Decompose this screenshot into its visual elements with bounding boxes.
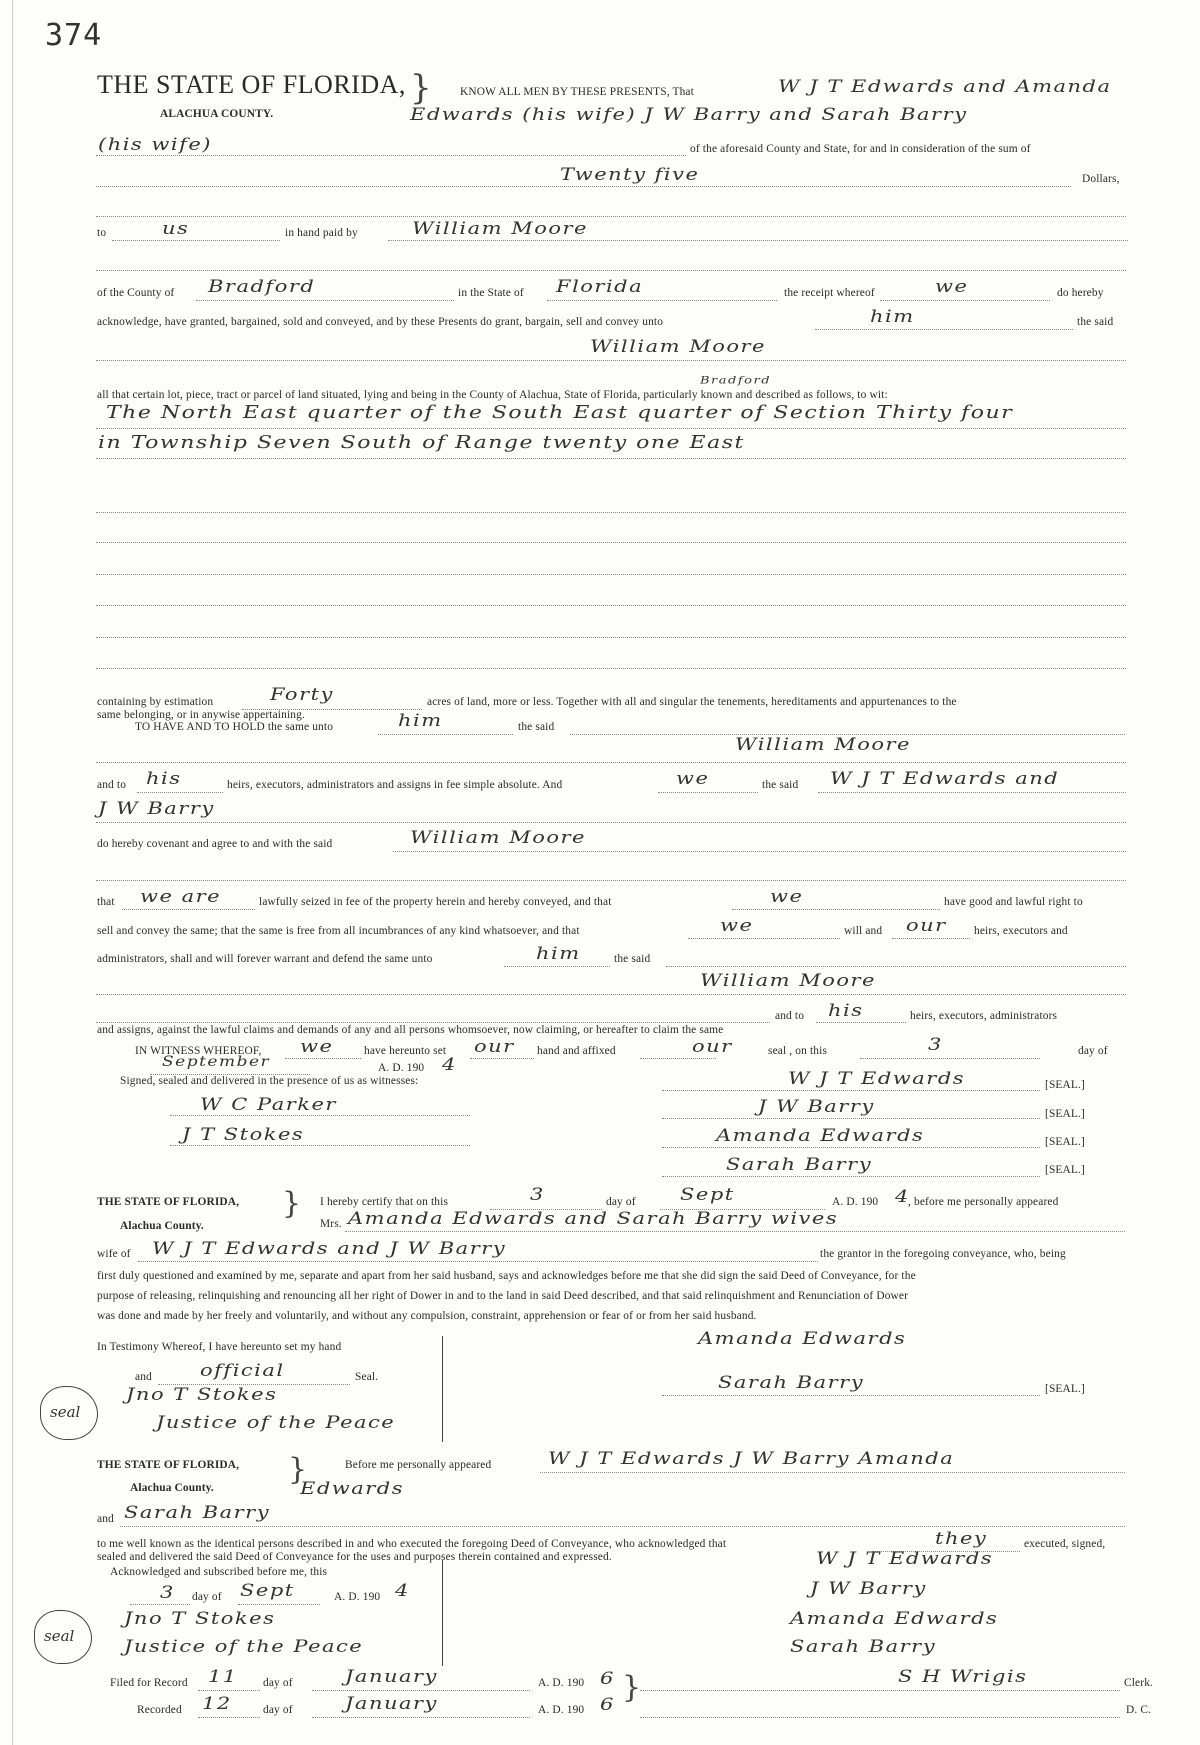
recorded-month: January: [345, 1693, 438, 1713]
acres-value: Forty: [270, 684, 334, 704]
and-to-2-value: his: [828, 1000, 864, 1020]
the-said-4: the said: [614, 953, 651, 965]
admin-value: him: [536, 943, 581, 963]
know-all-men: KNOW ALL MEN BY THESE PRESENTS, That: [460, 86, 694, 98]
description-line-1: The North East quarter of the South East quarter of Section Thirty four: [106, 402, 1014, 423]
ack-justice-title: Justice of the Peace: [124, 1636, 364, 1656]
dower-brace: }: [282, 1186, 302, 1221]
seal-label-1: [SEAL.]: [1045, 1079, 1085, 1091]
known-text: to me well known as the identical persons described in and who executed the foregoing Deed of Conveyance, who acknowledged that: [97, 1538, 727, 1550]
dower-seal-stamp: seal: [40, 1386, 98, 1440]
ack-signature-3: Amanda Edwards: [790, 1608, 999, 1628]
grantors-line-2: Edwards (his wife) J W Barry and Sarah Barry: [410, 104, 968, 124]
paid-by-value: William Moore: [412, 218, 588, 238]
ack-day-of: day of: [192, 1591, 222, 1603]
dower-county: Alachua County.: [120, 1220, 204, 1232]
recorded-year-digit: 6: [600, 1694, 615, 1714]
covenantors-line-2: J W Barry: [98, 798, 215, 818]
official-value: official: [200, 1360, 285, 1380]
dower-signature-2: Sarah Barry: [718, 1372, 865, 1392]
before-me: Before me personally appeared: [345, 1459, 492, 1471]
ack-names-line-3: Sarah Barry: [124, 1502, 271, 1522]
to-have-text: TO HAVE AND TO HOLD the same unto: [135, 721, 334, 733]
witness-2: J T Stokes: [182, 1124, 305, 1144]
sum-amount: Twenty five: [560, 164, 700, 184]
month-value: September: [162, 1053, 271, 1070]
that-label: that: [97, 896, 115, 908]
state-heading: THE STATE OF FLORIDA,: [97, 70, 406, 99]
sell-text: sell and convey the same; that the same is free from all incumbrances of any kind whatsoever, and that: [97, 925, 580, 937]
witness-value: we: [300, 1036, 334, 1056]
ack-state: THE STATE OF FLORIDA,: [97, 1459, 240, 1471]
page-number: 374: [45, 18, 103, 53]
heirs-exec: heirs, executors and: [974, 925, 1068, 937]
dc-label: D. C.: [1126, 1704, 1152, 1716]
dower-justice-name: Jno T Stokes: [126, 1384, 278, 1404]
grantor-text: the grantor in the foregoing conveyance, who, being: [820, 1248, 1066, 1260]
ack-signature-1: W J T Edwards: [816, 1548, 994, 1568]
signature-2: J W Barry: [758, 1096, 875, 1116]
wife-of: wife of: [97, 1248, 131, 1260]
dollars-label: Dollars,: [1082, 173, 1120, 185]
will-value: our: [906, 915, 947, 935]
dower-seal-label: [SEAL.]: [1045, 1383, 1085, 1395]
to-value: us: [162, 218, 190, 238]
acres-text: acres of land, more or less. Together with all and singular the tenements, hereditaments and appurtenances to the: [427, 696, 957, 708]
county-heading: ALACHUA COUNTY.: [160, 108, 274, 120]
acknowledge-text: acknowledge, have granted, bargained, sold and conveyed, and by these Presents do grant, bargain, sell and convey unto: [97, 316, 664, 328]
ack-signature-4: Sarah Barry: [790, 1636, 937, 1656]
filed-year-digit: 6: [600, 1668, 615, 1688]
bradford-insert: Bradford: [700, 374, 772, 387]
heirs-text: heirs, executors, administrators and assigns in fee simple absolute. And: [227, 779, 563, 791]
do-hereby: do hereby: [1057, 287, 1104, 299]
admin-text: administrators, shall and will forever warrant and defend the same unto: [97, 953, 433, 965]
aforesaid-text: of the aforesaid County and State, for and in consideration of the sum of: [690, 143, 1031, 155]
in-state-label: in the State of: [458, 287, 524, 299]
witness-1: W C Parker: [200, 1094, 337, 1114]
of-county-value: Bradford: [208, 276, 316, 296]
ack-day-value: 3: [160, 1582, 175, 1602]
the-said-1: the said: [1077, 316, 1114, 328]
dower-year-digit: 4: [895, 1186, 910, 1206]
clerk-label: Clerk.: [1124, 1677, 1154, 1689]
seized-value: we: [770, 886, 804, 906]
day-of: day of: [1078, 1045, 1108, 1057]
and-to-2: and to: [775, 1010, 805, 1022]
grantee-name: William Moore: [590, 336, 766, 356]
belonging-text: same belonging, or in anywise appertaining.: [97, 709, 305, 721]
women-names: Amanda Edwards and Sarah Barry wives: [348, 1208, 839, 1228]
land-text: all that certain lot, piece, tract or parcel of land situated, lying and being in the County of Alachua, State of Florida, particularly known and described as follows, to wit:: [97, 389, 888, 401]
grantors-line-1: W J T Edwards and Amanda: [778, 76, 1112, 96]
dower-para-2: purpose of releasing, relinquishing and renouncing all her right of Dower in and to the land in said Deed described, and that said relinquishment and Renunciation of Dower: [97, 1290, 909, 1302]
grantee-name-2: William Moore: [735, 734, 911, 754]
of-county-label: of the County of: [97, 287, 175, 299]
receipt-value: we: [935, 276, 969, 296]
day-value: 3: [928, 1034, 943, 1054]
certify-text: I hereby certify that on this: [320, 1196, 449, 1208]
containing-label: containing by estimation: [97, 696, 214, 708]
testimony-text: In Testimony Whereof, I have hereunto set my hand: [97, 1341, 342, 1353]
seal-label-4: [SEAL.]: [1045, 1164, 1085, 1176]
ack-and-label: and: [97, 1513, 114, 1525]
clerk-name: S H Wrigis: [898, 1666, 1028, 1686]
ack-month-value: Sept: [240, 1580, 295, 1600]
signature-4: Sarah Barry: [726, 1154, 873, 1174]
filing-brace: }: [622, 1670, 642, 1705]
ack-year-digit: 4: [395, 1580, 410, 1600]
and-value: we: [676, 768, 710, 788]
ack-names-line-1: W J T Edwards J W Barry Amanda: [548, 1448, 955, 1468]
ack-ad-label: A. D. 190: [334, 1591, 381, 1603]
sell-value: we: [720, 915, 754, 935]
heading-brace: }: [410, 68, 432, 108]
they-value: they: [935, 1528, 988, 1548]
ack-brace: }: [288, 1452, 308, 1487]
dower-state: THE STATE OF FLORIDA,: [97, 1196, 240, 1208]
covenantors-line-1: W J T Edwards and: [830, 768, 1060, 788]
that-value: we are: [140, 886, 222, 906]
dower-ad-label: A. D. 190: [832, 1196, 879, 1208]
dower-month-value: Sept: [680, 1184, 735, 1204]
convey-unto-value: him: [870, 306, 915, 326]
the-said-2: the said: [518, 721, 555, 733]
seal-label-3: [SEAL.]: [1045, 1136, 1085, 1148]
filed-day-of: day of: [263, 1677, 293, 1689]
signed-text: Signed, sealed and delivered in the presence of us as witnesses:: [120, 1075, 419, 1087]
signature-1: W J T Edwards: [788, 1068, 966, 1088]
recorded-day-of: day of: [263, 1704, 293, 1716]
ack-seal-stamp: seal: [34, 1610, 92, 1664]
executed-text: executed, signed,: [1024, 1538, 1106, 1550]
seal-word: Seal.: [355, 1371, 379, 1383]
ack-justice-name: Jno T Stokes: [124, 1608, 276, 1628]
sealed-text: sealed and delivered the said Deed of Conveyance for the uses and purposes therein contained and expressed.: [97, 1551, 612, 1563]
affixed-value: our: [692, 1036, 733, 1056]
set-value: our: [474, 1036, 515, 1056]
dower-para-1: first duly questioned and examined by me, separate and apart from her said husband, says and acknowledges before me that she did sign the said Deed of Conveyance, for the: [97, 1270, 916, 1282]
ad-label: A. D. 190: [378, 1062, 425, 1074]
receipt-label: the receipt whereof: [784, 287, 875, 299]
defend-name: William Moore: [700, 970, 876, 990]
recorded-ad-label: A. D. 190: [538, 1704, 585, 1716]
covenant-name: William Moore: [410, 827, 586, 847]
dower-para-3: was done and made by her freely and voluntarily, and without any compulsion, constraint, apprehension or fear of or from her said husband.: [97, 1310, 757, 1322]
will-and: will and: [844, 925, 883, 937]
grantors-line-3: (his wife): [98, 134, 212, 154]
filed-month: January: [345, 1666, 438, 1686]
recorded-day: 12: [202, 1693, 232, 1713]
hereunto-set: have hereunto set: [364, 1045, 447, 1057]
seal-on-this: seal , on this: [768, 1045, 828, 1057]
dower-justice-title: Justice of the Peace: [156, 1412, 396, 1432]
year-digit: 4: [442, 1054, 457, 1074]
before-text: , before me personally appeared: [908, 1196, 1059, 1208]
covenant-text: do hereby covenant and agree to and with the said: [97, 838, 333, 850]
ack-divider: [442, 1560, 443, 1666]
good-right: have good and lawful right to: [944, 896, 1083, 908]
to-have-value: him: [398, 710, 443, 730]
filed-label: Filed for Record: [110, 1677, 188, 1689]
filed-day: 11: [208, 1666, 238, 1686]
ack-signature-2: J W Barry: [810, 1578, 927, 1598]
and-to-value: his: [146, 768, 182, 788]
husbands: W J T Edwards and J W Barry: [152, 1238, 507, 1258]
assigns-text: and assigns, against the lawful claims and demands of any and all persons whomsoever, now claiming, or hereafter to claim the same: [97, 1024, 724, 1036]
and-to-label: and to: [97, 779, 127, 791]
seized-text: lawfully seized in fee of the property herein and hereby conveyed, and that: [259, 896, 612, 908]
subscribed-text: Acknowledged and subscribed before me, this: [110, 1566, 328, 1578]
dower-signature-1: Amanda Edwards: [698, 1328, 907, 1348]
to-label: to: [97, 227, 107, 239]
hand-and-affixed: hand and affixed: [537, 1045, 616, 1057]
dower-day-of: day of: [606, 1196, 636, 1208]
dower-divider: [442, 1336, 443, 1442]
seal-label-2: [SEAL.]: [1045, 1108, 1085, 1120]
the-said-3: the said: [762, 779, 799, 791]
ack-names-line-2: Edwards: [300, 1478, 405, 1498]
dower-and-label: and: [135, 1371, 152, 1383]
signature-3: Amanda Edwards: [716, 1125, 925, 1145]
ack-county: Alachua County.: [130, 1482, 214, 1494]
filed-ad-label: A. D. 190: [538, 1677, 585, 1689]
dower-day-value: 3: [530, 1184, 545, 1204]
in-state-value: Florida: [556, 276, 644, 296]
hand-paid-by: in hand paid by: [285, 227, 358, 239]
witness-text: IN WITNESS WHEREOF,: [135, 1045, 262, 1057]
heirs-exec-admin: heirs, executors, administrators: [910, 1010, 1058, 1022]
description-line-2: in Township Seven South of Range twenty one East: [98, 432, 745, 453]
mrs-label: Mrs.: [320, 1218, 342, 1230]
recorded-label: Recorded: [137, 1704, 182, 1716]
